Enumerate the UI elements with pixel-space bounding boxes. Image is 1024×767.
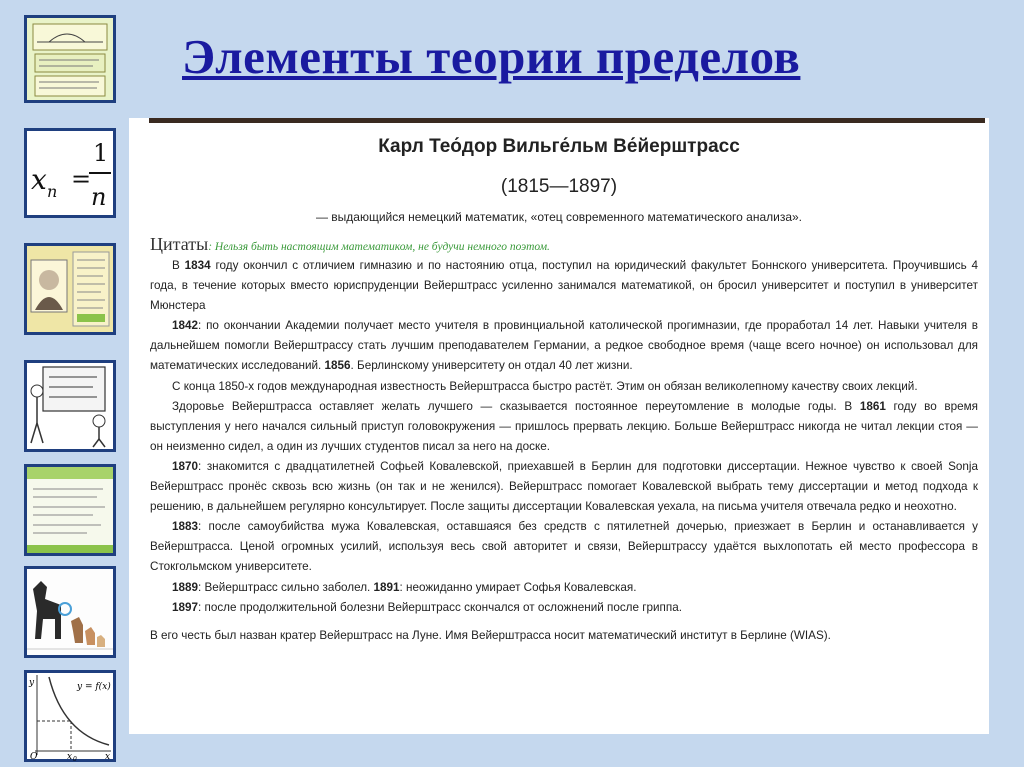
dogs-thumbnail (27, 569, 113, 655)
graph-origin-label: O (30, 752, 38, 762)
quote-text: : Нельзя быть настоящим математиком, не будучи немного поэтом. (208, 241, 550, 253)
person-description: — выдающийся немецкий математик, «отец современного математического анализа». (315, 210, 803, 224)
formula-den: n (91, 183, 107, 211)
paragraph-fame: С конца 1850-х годов международная известность Вейерштрасса быстро растёт. Этим он обязан великолепному качеству своих лекций. (172, 379, 918, 393)
thumb-cartoon[interactable] (24, 360, 116, 452)
portrait-thumbnail (27, 246, 113, 332)
graph-fx-label: y = f(x) (77, 682, 111, 692)
formula-num: 1 (93, 139, 109, 167)
function-graph-thumbnail (27, 673, 113, 763)
quotes-line (150, 234, 550, 255)
paragraph-health: Здоровье Вейерштрасса оставляет желать лучшего — сказывается постоянное переутомление в молодые годы. В 1861 году во время выступления у него начался сильный приступ головокружения — пришлось прервать лекцию. Больше Вейерштрасс никогда не читал лекции стоя — он неизменно сидел, а один из лучших студентов писал за него на доске. (150, 399, 978, 453)
thumb-graph[interactable] (24, 670, 116, 762)
limits-slide-thumbnail (27, 467, 113, 553)
paragraph-1897: 1897: после продолжительной болезни Вейерштрасс скончался от осложнений после гриппа. (172, 600, 682, 614)
thumb-formula[interactable] (24, 128, 116, 218)
paragraph-legacy: В его честь был назван кратер Вейерштрасс на Луне. Имя Вейерштрасса носит математический институт в Берлине (WIAS). (150, 628, 831, 642)
cartoon-thumbnail (27, 363, 113, 449)
formula-x: x (31, 163, 47, 196)
sequence-formula-thumbnail (27, 131, 113, 215)
formula-eq: = (71, 165, 92, 193)
paragraph-1842: 1842: по окончании Академии получает место учителя в провинциальной католической прогимназии, где проработал 14 лет. Навыки учителя в дальнейшем помогли Вейерштрассу стать лучшим преподавателем Германии, а редкое свободное время (чаще всего ночное) он использовал для математических исследований. 1856. Берлинскому университету он отдал 40 лет жизни. (150, 319, 978, 373)
graph-x0-sub: 0 (73, 756, 77, 763)
formula-sub: n (47, 182, 58, 201)
quotes-label: Цитаты (150, 234, 209, 254)
graph-y-label: y (29, 678, 35, 688)
biography-text (150, 256, 978, 646)
life-years: (1815—1897) (500, 176, 618, 197)
thumb-number-line[interactable] (24, 15, 116, 103)
graph-x-label: x (105, 752, 111, 762)
thumb-portrait[interactable] (24, 243, 116, 335)
biography-card (129, 118, 989, 734)
slide-title: Элементы теории пределов (182, 29, 801, 84)
thumb-limits-slide[interactable] (24, 464, 116, 556)
person-name: Карл Тео́дор Вильге́льм Ве́йерштрасс (378, 136, 740, 157)
number-line-thumbnail (27, 18, 113, 100)
paragraph-1834: В 1834 году окончил с отличием гимназию и по настоянию отца, поступил на юридический факультет Боннского университета. Проучившись 4 года, в течение которых вместо юриспруденции Вейерштрасс усиленно занимался математикой, он бросил университет и поступил в университет Мюнстера (150, 259, 978, 313)
paragraph-1883: 1883: после самоубийства мужа Ковалевская, оставшаяся без средств с пятилетней дочерью, приезжает в Берлин и останавливается у Вейерштрасса. Ценой огромных усилий, используя весь свой авторитет и связи, Вейерштрассу удаётся выхлопотать ей место профессора в Стокгольмском университете. (150, 520, 978, 574)
graph-x0-label: x (67, 752, 73, 762)
paragraph-1870: 1870: знакомится с двадцатилетней Софьей Ковалевской, приехавшей в Берлин для подготовки диссертации. Нежное чувство к своей Sonja Вейерштрасс пронёс сквозь всю жизнь (он так и не женился). Вейерштрасс помогает Ковалевской выбрать тему диссертации и метод подхода к решению, в дальнейшем регулярно консультирует. После защиты диссертации Ковалевская уехала, на письма учителя отвечала редко и неохотно. (150, 459, 978, 514)
thumb-dogs[interactable] (24, 566, 116, 658)
paragraph-1889: 1889: Вейерштрасс сильно заболел. 1891: неожиданно умирает Софья Ковалевская. (172, 580, 637, 594)
card-top-bar (149, 118, 985, 123)
